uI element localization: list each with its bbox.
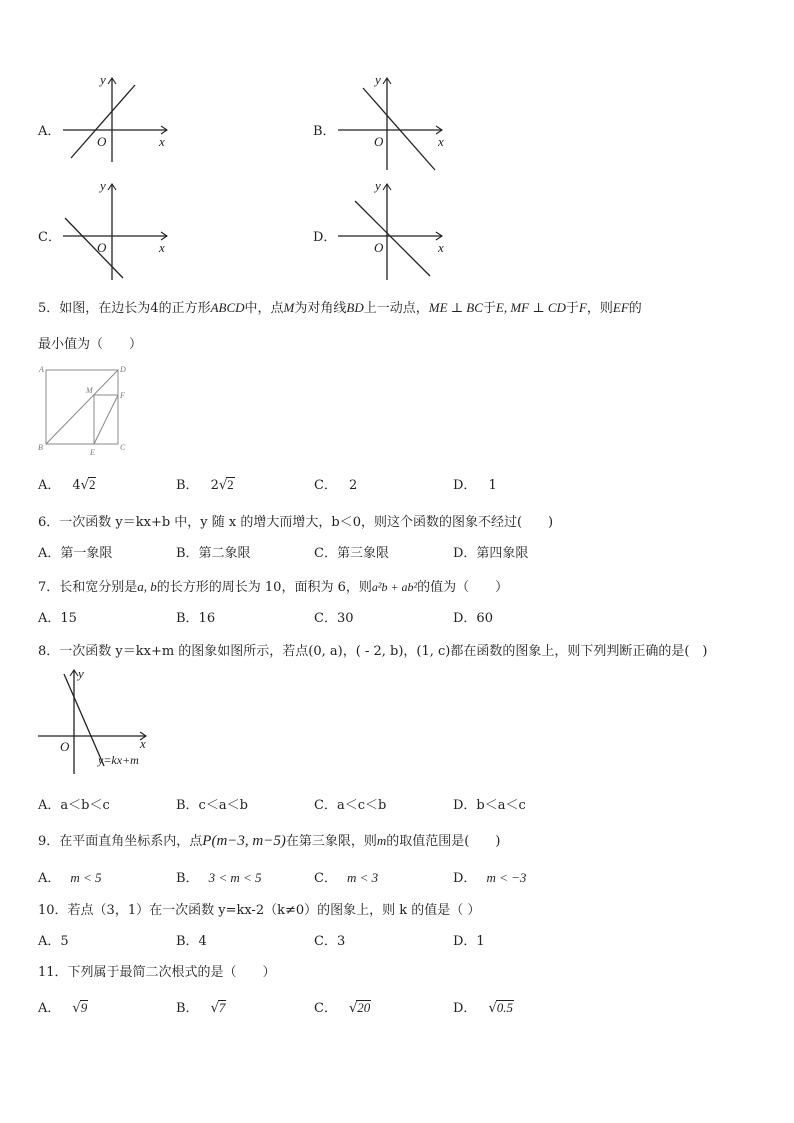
- q5-option-c: C． 2: [314, 478, 358, 493]
- label-c: C: [120, 443, 126, 452]
- q6-option-d: D．第四象限: [453, 546, 529, 561]
- q4-option-b-label: B．: [313, 124, 336, 139]
- label-m: M: [86, 386, 93, 395]
- q11-option-a: A． √9: [38, 1000, 88, 1016]
- q7-option-b: B．16: [176, 611, 216, 626]
- q9-option-d: D． m < −3: [453, 870, 527, 886]
- label-d: D: [120, 365, 126, 374]
- q5-option-a: A． 4√2: [38, 477, 96, 493]
- q8-option-a: A．a＜b＜c: [38, 798, 110, 813]
- q4-option-a-label: A．: [38, 124, 61, 139]
- label-e: E: [90, 448, 95, 457]
- q7-option-c: C．30: [314, 611, 354, 626]
- origin-label: O: [374, 134, 384, 149]
- q8-option-b: B．c＜a＜b: [176, 798, 248, 813]
- q6-option-a: A．第一象限: [38, 546, 113, 561]
- q8-option-d: D．b＜a＜c: [453, 798, 526, 813]
- origin-label: O: [374, 240, 384, 255]
- label-a: A: [39, 365, 44, 374]
- q4-graph-a: [55, 70, 185, 165]
- x-label: x: [438, 134, 444, 149]
- origin-label: O: [97, 134, 107, 149]
- sqrt-symbol: √: [218, 478, 228, 493]
- q9-option-b: B． 3 < m < 5: [176, 870, 262, 886]
- q11-stem: 11．下列属于最简二次根式的是（ ）: [38, 965, 276, 980]
- label-b: B: [38, 443, 43, 452]
- sqrt-symbol: √: [80, 478, 89, 493]
- q4-graph-b: [330, 70, 460, 175]
- q5-stem-line2: 最小值为（ ）: [38, 337, 143, 352]
- q10-option-d: D．1: [453, 934, 485, 949]
- q4-option-d-label: D．: [313, 230, 337, 245]
- x-label: x: [159, 134, 165, 149]
- q8-stem: 8．一次函数 y＝kx+m 的图象如图所示，若点(0, a)，( - 2, b)，(1, c)都在函数的图象上，则下列判断正确的是( ): [38, 644, 708, 659]
- function-line: [355, 201, 430, 276]
- origin-label: O: [60, 739, 70, 754]
- q5-stem-line1: 5．如图，在边长为4的正方形ABCD中，点M为对角线BD上一动点，ME ⊥ BC于E, MF ⊥ CD于F，则EF的: [38, 300, 642, 316]
- q10-stem: 10．若点（3，1）在一次函数 y=kx-2（k≠0）的图象上，则 k 的值是（ ）: [38, 903, 481, 918]
- q8-graph: [36, 664, 161, 776]
- sqrt-symbol: √: [488, 1001, 497, 1016]
- diagonal-bd: [46, 370, 118, 444]
- q7-stem: 7．长和宽分别是a, b的长方形的周长为 10，面积为 6，则a²b + ab²的值为（ ）: [38, 579, 509, 595]
- function-line: [65, 218, 123, 278]
- sqrt-symbol: √: [348, 1001, 358, 1016]
- q11-option-c: C． √20: [314, 1000, 371, 1016]
- q10-option-c: C．3: [314, 934, 346, 949]
- q4-graph-d: [330, 176, 460, 282]
- origin-label: O: [97, 240, 107, 255]
- q4-graph-c: [55, 176, 185, 282]
- q10-option-a: A．5: [38, 934, 69, 949]
- y-label: y: [375, 72, 381, 87]
- sqrt-symbol: √: [72, 1001, 81, 1016]
- q7-option-a: A．15: [38, 611, 77, 626]
- y-label: y: [100, 178, 106, 193]
- q8-option-c: C．a＜c＜b: [314, 798, 387, 813]
- sqrt-symbol: √: [210, 1001, 219, 1016]
- y-label: y: [78, 666, 84, 681]
- x-label: x: [438, 240, 444, 255]
- q6-stem: 6．一次函数 y＝kx+b 中，y 随 x 的增大而增大，b＜0，则这个函数的图象不经过( ): [38, 515, 554, 530]
- q5-square-figure: [36, 362, 136, 457]
- q9-option-c: C． m < 3: [314, 870, 379, 886]
- label-f: F: [120, 391, 125, 400]
- q9-stem: 9．在平面直角坐标系内，点P(m−3, m−5)在第三象限，则m的取值范围是( ): [38, 833, 501, 849]
- y-label: y: [375, 178, 381, 193]
- q7-option-d: D．60: [453, 611, 493, 626]
- x-label: x: [140, 736, 146, 751]
- q5-option-b: B． 2√2: [176, 477, 234, 493]
- segment-ef: [94, 395, 118, 444]
- function-equation-label: y=kx+m: [98, 753, 139, 767]
- q5-option-d: D． 1: [453, 478, 497, 493]
- q6-option-b: B．第二象限: [176, 546, 251, 561]
- q4-option-c-label: C．: [38, 230, 61, 245]
- q10-option-b: B．4: [176, 934, 207, 949]
- q11-option-b: B． √7: [176, 1000, 226, 1016]
- q9-option-a: A． m < 5: [38, 870, 102, 886]
- x-label: x: [159, 240, 165, 255]
- q6-option-c: C．第三象限: [314, 546, 389, 561]
- q11-option-d: D． √0.5: [453, 1000, 513, 1016]
- function-line: [363, 88, 435, 170]
- y-label: y: [100, 72, 106, 87]
